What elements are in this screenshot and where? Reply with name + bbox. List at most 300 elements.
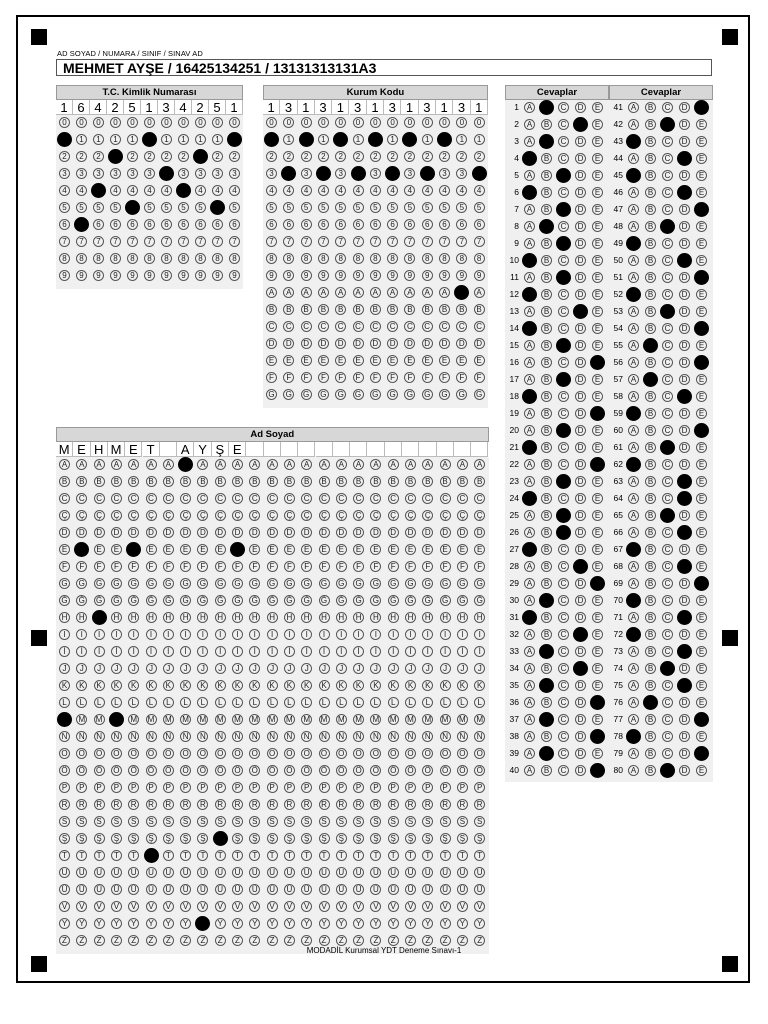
answer-bubble-q28-A[interactable]: A (524, 561, 535, 572)
bubble-adsoyad-col14-E[interactable]: E (284, 544, 295, 555)
bubble-tc-col11-4[interactable]: 4 (229, 185, 240, 196)
bubble-adsoyad-col6-V[interactable]: V (146, 901, 157, 912)
bubble-adsoyad-col22-O[interactable]: O (422, 748, 433, 759)
bubble-adsoyad-col1-R[interactable]: R (59, 799, 70, 810)
bubble-adsoyad-col11-O[interactable]: O (232, 748, 243, 759)
answer-bubble-q80-B[interactable]: B (645, 765, 656, 776)
bubble-adsoyad-col24-P[interactable]: P (457, 782, 468, 793)
bubble-adsoyad-col3-E[interactable]: E (94, 544, 105, 555)
bubble-kurum-col4-G[interactable]: G (318, 389, 329, 400)
bubble-adsoyad-col23-Ş[interactable]: Ş (440, 833, 451, 844)
bubble-adsoyad-col5-Ç[interactable]: Ç (128, 510, 139, 521)
bubble-adsoyad-col4-H[interactable]: H (111, 612, 122, 623)
answer-bubble-q35-E[interactable]: E (592, 680, 603, 691)
bubble-adsoyad-col24-C[interactable]: C (457, 493, 468, 504)
bubble-adsoyad-col25-V[interactable]: V (474, 901, 485, 912)
answer-bubble-q8-A[interactable]: A (524, 221, 535, 232)
bubble-adsoyad-col8-S[interactable]: S (180, 816, 191, 827)
answer-bubble-q5-D[interactable]: D (575, 170, 586, 181)
answer-bubble-q6-D[interactable]: D (575, 187, 586, 198)
bubble-tc-col5-0[interactable]: 0 (127, 117, 138, 128)
bubble-adsoyad-col6-P[interactable]: P (146, 782, 157, 793)
bubble-tc-col9-2[interactable] (193, 149, 208, 164)
answer-bubble-q23-A[interactable]: A (524, 476, 535, 487)
bubble-adsoyad-col18-S[interactable]: S (353, 816, 364, 827)
answer-bubble-q46-A[interactable]: A (628, 187, 639, 198)
bubble-adsoyad-col8-E[interactable]: E (180, 544, 191, 555)
answer-bubble-q32-C[interactable]: C (558, 629, 569, 640)
bubble-adsoyad-col6-T[interactable] (144, 848, 159, 863)
bubble-kurum-col10-6[interactable]: 6 (422, 219, 433, 230)
bubble-tc-col1-8[interactable]: 8 (59, 253, 70, 264)
bubble-kurum-col13-8[interactable]: 8 (474, 253, 485, 264)
bubble-adsoyad-col10-T[interactable]: T (215, 850, 226, 861)
bubble-kurum-col10-F[interactable]: F (422, 372, 433, 383)
bubble-adsoyad-col25-D[interactable]: D (474, 527, 485, 538)
bubble-adsoyad-col15-Ş[interactable]: Ş (301, 833, 312, 844)
answer-bubble-q33-D[interactable]: D (575, 646, 586, 657)
bubble-adsoyad-col18-L[interactable]: L (353, 697, 364, 708)
bubble-kurum-col10-C[interactable]: C (422, 321, 433, 332)
bubble-adsoyad-col19-H[interactable]: H (370, 612, 381, 623)
bubble-kurum-col9-4[interactable]: 4 (404, 185, 415, 196)
bubble-kurum-col12-E[interactable]: E (456, 355, 467, 366)
bubble-kurum-col7-C[interactable]: C (370, 321, 381, 332)
bubble-adsoyad-col9-R[interactable]: R (197, 799, 208, 810)
written-char[interactable] (385, 442, 402, 457)
bubble-adsoyad-col12-Y[interactable]: Y (249, 918, 260, 929)
written-char[interactable]: 1 (141, 100, 158, 115)
bubble-adsoyad-col12-Ş[interactable]: Ş (249, 833, 260, 844)
bubble-tc-col1-0[interactable]: 0 (59, 117, 70, 128)
answer-bubble-q69-D[interactable]: D (679, 578, 690, 589)
bubble-adsoyad-col11-S[interactable]: S (232, 816, 243, 827)
bubble-adsoyad-col24-B[interactable]: B (457, 476, 468, 487)
bubble-adsoyad-col1-U[interactable]: U (59, 867, 70, 878)
bubble-adsoyad-col15-M[interactable]: M (301, 714, 312, 725)
bubble-adsoyad-col13-Ö[interactable]: Ö (267, 765, 278, 776)
bubble-adsoyad-col23-J[interactable]: J (440, 663, 451, 674)
bubble-adsoyad-col7-A[interactable]: A (163, 459, 174, 470)
bubble-kurum-col4-5[interactable]: 5 (318, 202, 329, 213)
bubble-adsoyad-col21-Ü[interactable]: Ü (405, 884, 416, 895)
bubble-adsoyad-col25-K[interactable]: K (474, 680, 485, 691)
bubble-tc-col7-1[interactable]: 1 (161, 134, 172, 145)
bubble-tc-col1-9[interactable]: 9 (59, 270, 70, 281)
bubble-adsoyad-col16-U[interactable]: U (319, 867, 330, 878)
bubble-tc-col8-0[interactable]: 0 (178, 117, 189, 128)
answer-bubble-q69-B[interactable]: B (645, 578, 656, 589)
bubble-kurum-col2-B[interactable]: B (283, 304, 294, 315)
answer-bubble-q12-C[interactable]: C (558, 289, 569, 300)
bubble-tc-col1-1[interactable] (57, 132, 72, 147)
bubble-adsoyad-col19-P[interactable]: P (370, 782, 381, 793)
answer-bubble-q51-A[interactable]: A (628, 272, 639, 283)
bubble-adsoyad-col18-Ü[interactable]: Ü (353, 884, 364, 895)
answer-bubble-q17-C[interactable] (556, 372, 571, 387)
answer-bubble-q6-A[interactable] (522, 185, 537, 200)
bubble-adsoyad-col21-O[interactable]: O (405, 748, 416, 759)
answer-bubble-q10-E[interactable]: E (592, 255, 603, 266)
bubble-kurum-col1-1[interactable] (264, 132, 279, 147)
answer-bubble-q70-E[interactable]: E (696, 595, 707, 606)
bubble-adsoyad-col3-Ü[interactable]: Ü (94, 884, 105, 895)
bubble-kurum-col6-4[interactable]: 4 (353, 185, 364, 196)
answer-bubble-q39-C[interactable]: C (558, 748, 569, 759)
answer-bubble-q41-B[interactable]: B (645, 102, 656, 113)
answer-bubble-q29-C[interactable]: C (558, 578, 569, 589)
bubble-adsoyad-col11-Ö[interactable]: Ö (232, 765, 243, 776)
bubble-kurum-col7-4[interactable]: 4 (370, 185, 381, 196)
answer-bubble-q62-A[interactable] (626, 457, 641, 472)
bubble-adsoyad-col13-E[interactable]: E (267, 544, 278, 555)
bubble-adsoyad-col25-N[interactable]: N (474, 731, 485, 742)
bubble-adsoyad-col21-Ş[interactable]: Ş (405, 833, 416, 844)
bubble-adsoyad-col22-J[interactable]: J (422, 663, 433, 674)
bubble-kurum-col5-2[interactable]: 2 (335, 151, 346, 162)
bubble-kurum-col3-D[interactable]: D (301, 338, 312, 349)
answer-bubble-q24-B[interactable]: B (541, 493, 552, 504)
bubble-adsoyad-col2-K[interactable]: K (76, 680, 87, 691)
bubble-adsoyad-col13-Z[interactable]: Z (267, 935, 278, 946)
bubble-kurum-col11-5[interactable]: 5 (439, 202, 450, 213)
bubble-adsoyad-col23-P[interactable]: P (440, 782, 451, 793)
bubble-adsoyad-col18-Ş[interactable]: Ş (353, 833, 364, 844)
answer-bubble-q31-B[interactable]: B (541, 612, 552, 623)
answer-bubble-q35-C[interactable]: C (558, 680, 569, 691)
written-char[interactable]: 6 (73, 100, 90, 115)
bubble-adsoyad-col12-I[interactable]: I (249, 629, 260, 640)
bubble-adsoyad-col21-B[interactable]: B (405, 476, 416, 487)
bubble-adsoyad-col21-F[interactable]: F (405, 561, 416, 572)
bubble-adsoyad-col5-Ğ[interactable]: Ğ (128, 595, 139, 606)
bubble-adsoyad-col10-L[interactable]: L (215, 697, 226, 708)
answer-bubble-q22-B[interactable]: B (541, 459, 552, 470)
answer-bubble-q74-B[interactable]: B (645, 663, 656, 674)
answer-bubble-q71-B[interactable]: B (645, 612, 656, 623)
bubble-adsoyad-col24-T[interactable]: T (457, 850, 468, 861)
bubble-kurum-col11-4[interactable]: 4 (439, 185, 450, 196)
answer-bubble-q33-A[interactable]: A (524, 646, 535, 657)
bubble-kurum-col1-E[interactable]: E (266, 355, 277, 366)
bubble-tc-col6-0[interactable]: 0 (144, 117, 155, 128)
bubble-adsoyad-col25-H[interactable]: H (474, 612, 485, 623)
bubble-kurum-col8-A[interactable]: A (387, 287, 398, 298)
bubble-kurum-col5-5[interactable]: 5 (335, 202, 346, 213)
written-char[interactable]: 1 (263, 100, 280, 115)
bubble-kurum-col5-8[interactable]: 8 (335, 253, 346, 264)
bubble-adsoyad-col22-Y[interactable]: Y (422, 918, 433, 929)
answer-bubble-q65-A[interactable]: A (628, 510, 639, 521)
answer-bubble-q54-E[interactable] (694, 321, 709, 336)
bubble-adsoyad-col15-R[interactable]: R (301, 799, 312, 810)
bubble-tc-col5-1[interactable]: 1 (127, 134, 138, 145)
answer-bubble-q6-B[interactable]: B (541, 187, 552, 198)
bubble-adsoyad-col11-Ş[interactable]: Ş (232, 833, 243, 844)
answer-bubble-q70-C[interactable]: C (662, 595, 673, 606)
answer-bubble-q63-C[interactable]: C (662, 476, 673, 487)
bubble-adsoyad-col9-S[interactable]: S (197, 816, 208, 827)
bubble-adsoyad-col1-C[interactable]: C (59, 493, 70, 504)
bubble-kurum-col12-6[interactable]: 6 (456, 219, 467, 230)
answer-bubble-q58-E[interactable]: E (696, 391, 707, 402)
bubble-kurum-col4-E[interactable]: E (318, 355, 329, 366)
bubble-adsoyad-col16-J[interactable]: J (319, 663, 330, 674)
bubble-adsoyad-col16-S[interactable]: S (319, 816, 330, 827)
bubble-kurum-col4-C[interactable]: C (318, 321, 329, 332)
bubble-adsoyad-col17-R[interactable]: R (336, 799, 347, 810)
bubble-adsoyad-col10-J[interactable]: J (215, 663, 226, 674)
answer-bubble-q1-B[interactable] (539, 100, 554, 115)
bubble-kurum-col9-B[interactable]: B (404, 304, 415, 315)
bubble-adsoyad-col13-D[interactable]: D (267, 527, 278, 538)
bubble-kurum-col5-4[interactable]: 4 (335, 185, 346, 196)
bubble-adsoyad-col7-Ö[interactable]: Ö (163, 765, 174, 776)
answer-bubble-q75-A[interactable]: A (628, 680, 639, 691)
bubble-adsoyad-col13-O[interactable]: O (267, 748, 278, 759)
answer-bubble-q14-C[interactable]: C (558, 323, 569, 334)
bubble-adsoyad-col21-N[interactable]: N (405, 731, 416, 742)
answer-bubble-q60-A[interactable]: A (628, 425, 639, 436)
bubble-kurum-col13-A[interactable]: A (474, 287, 485, 298)
answer-bubble-q77-A[interactable]: A (628, 714, 639, 725)
bubble-adsoyad-col1-E[interactable]: E (59, 544, 70, 555)
bubble-kurum-col12-C[interactable]: C (456, 321, 467, 332)
bubble-adsoyad-col11-P[interactable]: P (232, 782, 243, 793)
answer-bubble-q79-E[interactable] (694, 746, 709, 761)
bubble-kurum-col3-G[interactable]: G (301, 389, 312, 400)
bubble-adsoyad-col3-U[interactable]: U (94, 867, 105, 878)
bubble-adsoyad-col12-U[interactable]: U (249, 867, 260, 878)
bubble-adsoyad-col20-H[interactable]: H (388, 612, 399, 623)
bubble-adsoyad-col14-V[interactable]: V (284, 901, 295, 912)
written-char[interactable]: 1 (436, 100, 453, 115)
bubble-adsoyad-col21-E[interactable]: E (405, 544, 416, 555)
answer-bubble-q25-E[interactable]: E (592, 510, 603, 521)
answer-bubble-q58-A[interactable]: A (628, 391, 639, 402)
bubble-kurum-col13-F[interactable]: F (474, 372, 485, 383)
answer-bubble-q57-C[interactable]: C (662, 374, 673, 385)
bubble-kurum-col6-9[interactable]: 9 (353, 270, 364, 281)
answer-bubble-q60-B[interactable]: B (645, 425, 656, 436)
bubble-tc-col11-1[interactable] (227, 132, 242, 147)
bubble-kurum-col1-5[interactable]: 5 (266, 202, 277, 213)
bubble-adsoyad-col16-E[interactable]: E (319, 544, 330, 555)
answer-bubble-q21-B[interactable]: B (541, 442, 552, 453)
answer-bubble-q45-D[interactable]: D (679, 170, 690, 181)
answer-bubble-q51-B[interactable]: B (645, 272, 656, 283)
bubble-adsoyad-col9-Ç[interactable]: Ç (197, 510, 208, 521)
bubble-tc-col7-4[interactable]: 4 (161, 185, 172, 196)
answer-bubble-q49-D[interactable]: D (679, 238, 690, 249)
written-char[interactable]: 1 (332, 100, 349, 115)
bubble-tc-col4-6[interactable]: 6 (110, 219, 121, 230)
bubble-adsoyad-col9-K[interactable]: K (197, 680, 208, 691)
answer-bubble-q9-D[interactable]: D (575, 238, 586, 249)
bubble-adsoyad-col3-Ç[interactable]: Ç (94, 510, 105, 521)
bubble-tc-col5-8[interactable]: 8 (127, 253, 138, 264)
written-char[interactable]: Ş (212, 442, 229, 457)
bubble-adsoyad-col2-N[interactable]: N (76, 731, 87, 742)
bubble-kurum-col11-1[interactable] (437, 132, 452, 147)
answer-bubble-q5-A[interactable]: A (524, 170, 535, 181)
bubble-adsoyad-col20-M[interactable]: M (388, 714, 399, 725)
bubble-kurum-col4-F[interactable]: F (318, 372, 329, 383)
answer-bubble-q30-A[interactable]: A (524, 595, 535, 606)
bubble-adsoyad-col4-U[interactable]: U (111, 867, 122, 878)
answer-bubble-q44-E[interactable]: E (696, 153, 707, 164)
bubble-kurum-col1-G[interactable]: G (266, 389, 277, 400)
bubble-tc-col8-5[interactable]: 5 (178, 202, 189, 213)
answer-bubble-q29-D[interactable]: D (575, 578, 586, 589)
bubble-kurum-col2-F[interactable]: F (283, 372, 294, 383)
bubble-adsoyad-col4-A[interactable]: A (111, 459, 122, 470)
bubble-adsoyad-col12-B[interactable]: B (249, 476, 260, 487)
bubble-adsoyad-col25-L[interactable]: L (474, 697, 485, 708)
bubble-adsoyad-col24-Z[interactable]: Z (457, 935, 468, 946)
bubble-adsoyad-col6-E[interactable]: E (146, 544, 157, 555)
bubble-adsoyad-col20-R[interactable]: R (388, 799, 399, 810)
bubble-adsoyad-col16-Ü[interactable]: Ü (319, 884, 330, 895)
bubble-adsoyad-col8-Ö[interactable]: Ö (180, 765, 191, 776)
bubble-adsoyad-col15-F[interactable]: F (301, 561, 312, 572)
bubble-adsoyad-col1-G[interactable]: G (59, 578, 70, 589)
bubble-adsoyad-col4-I[interactable]: I (111, 629, 122, 640)
answer-bubble-q56-B[interactable]: B (645, 357, 656, 368)
bubble-adsoyad-col25-I[interactable]: I (474, 629, 485, 640)
bubble-adsoyad-col9-N[interactable]: N (197, 731, 208, 742)
bubble-adsoyad-col3-O[interactable]: O (94, 748, 105, 759)
answer-bubble-q19-C[interactable]: C (558, 408, 569, 419)
answer-bubble-q25-C[interactable] (556, 508, 571, 523)
bubble-kurum-col12-7[interactable]: 7 (456, 236, 467, 247)
bubble-adsoyad-col10-U[interactable]: U (215, 867, 226, 878)
answer-bubble-q48-E[interactable]: E (696, 221, 707, 232)
bubble-tc-col9-1[interactable]: 1 (195, 134, 206, 145)
bubble-tc-col11-7[interactable]: 7 (229, 236, 240, 247)
answer-bubble-q48-A[interactable]: A (628, 221, 639, 232)
answer-bubble-q2-E[interactable]: E (592, 119, 603, 130)
bubble-adsoyad-col19-J[interactable]: J (370, 663, 381, 674)
bubble-adsoyad-col8-Ş[interactable]: Ş (180, 833, 191, 844)
bubble-adsoyad-col15-H[interactable]: H (301, 612, 312, 623)
bubble-kurum-col1-0[interactable]: 0 (266, 117, 277, 128)
answer-bubble-q11-A[interactable]: A (524, 272, 535, 283)
bubble-adsoyad-col11-L[interactable]: L (232, 697, 243, 708)
bubble-adsoyad-col15-D[interactable]: D (301, 527, 312, 538)
bubble-adsoyad-col9-C[interactable]: C (197, 493, 208, 504)
bubble-adsoyad-col15-U[interactable]: U (301, 867, 312, 878)
bubble-kurum-col9-G[interactable]: G (404, 389, 415, 400)
bubble-kurum-col4-8[interactable]: 8 (318, 253, 329, 264)
bubble-kurum-col5-7[interactable]: 7 (335, 236, 346, 247)
bubble-adsoyad-col24-R[interactable]: R (457, 799, 468, 810)
bubble-adsoyad-col20-A[interactable]: A (388, 459, 399, 470)
bubble-tc-col5-5[interactable] (125, 200, 140, 215)
bubble-adsoyad-col13-K[interactable]: K (267, 680, 278, 691)
answer-bubble-q68-B[interactable]: B (645, 561, 656, 572)
bubble-adsoyad-col16-O[interactable]: O (319, 748, 330, 759)
bubble-adsoyad-col12-C[interactable]: C (249, 493, 260, 504)
answer-bubble-q7-E[interactable]: E (592, 204, 603, 215)
bubble-adsoyad-col3-H[interactable] (92, 610, 107, 625)
bubble-kurum-col3-8[interactable]: 8 (301, 253, 312, 264)
answer-bubble-q37-C[interactable]: C (558, 714, 569, 725)
answer-bubble-q69-E[interactable] (694, 576, 709, 591)
answer-bubble-q21-D[interactable]: D (575, 442, 586, 453)
bubble-adsoyad-col20-C[interactable]: C (388, 493, 399, 504)
bubble-adsoyad-col16-B[interactable]: B (319, 476, 330, 487)
bubble-adsoyad-col3-İ[interactable]: İ (94, 646, 105, 657)
bubble-adsoyad-col22-Z[interactable]: Z (422, 935, 433, 946)
bubble-adsoyad-col13-I[interactable]: I (267, 629, 278, 640)
bubble-adsoyad-col8-A[interactable] (178, 457, 193, 472)
answer-bubble-q52-B[interactable]: B (645, 289, 656, 300)
bubble-kurum-col11-8[interactable]: 8 (439, 253, 450, 264)
answer-bubble-q49-A[interactable] (626, 236, 641, 251)
bubble-adsoyad-col15-Y[interactable]: Y (301, 918, 312, 929)
answer-bubble-q21-C[interactable]: C (558, 442, 569, 453)
bubble-adsoyad-col25-C[interactable]: C (474, 493, 485, 504)
bubble-adsoyad-col13-F[interactable]: F (267, 561, 278, 572)
answer-bubble-q64-D[interactable] (677, 491, 692, 506)
answer-bubble-q24-D[interactable]: D (575, 493, 586, 504)
answer-bubble-q2-B[interactable]: B (541, 119, 552, 130)
written-char[interactable]: 1 (471, 100, 488, 115)
bubble-adsoyad-col15-Ğ[interactable]: Ğ (301, 595, 312, 606)
bubble-adsoyad-col22-D[interactable]: D (422, 527, 433, 538)
bubble-adsoyad-col6-N[interactable]: N (146, 731, 157, 742)
bubble-tc-col3-4[interactable] (91, 183, 106, 198)
answer-bubble-q40-A[interactable]: A (524, 765, 535, 776)
written-char[interactable]: 3 (350, 100, 367, 115)
bubble-kurum-col5-A[interactable]: A (335, 287, 346, 298)
bubble-adsoyad-col5-O[interactable]: O (128, 748, 139, 759)
bubble-adsoyad-col7-R[interactable]: R (163, 799, 174, 810)
answer-bubble-q59-E[interactable]: E (696, 408, 707, 419)
bubble-adsoyad-col10-M[interactable]: M (215, 714, 226, 725)
bubble-adsoyad-col20-N[interactable]: N (388, 731, 399, 742)
answer-bubble-q35-D[interactable]: D (575, 680, 586, 691)
bubble-adsoyad-col14-J[interactable]: J (284, 663, 295, 674)
bubble-adsoyad-col20-J[interactable]: J (388, 663, 399, 674)
answer-bubble-q1-E[interactable]: E (592, 102, 603, 113)
bubble-kurum-col11-D[interactable]: D (439, 338, 450, 349)
bubble-adsoyad-col11-T[interactable]: T (232, 850, 243, 861)
bubble-adsoyad-col24-I[interactable]: I (457, 629, 468, 640)
answer-bubble-q41-D[interactable]: D (679, 102, 690, 113)
bubble-adsoyad-col17-Ş[interactable]: Ş (336, 833, 347, 844)
written-char[interactable]: 3 (315, 100, 332, 115)
bubble-adsoyad-col24-S[interactable]: S (457, 816, 468, 827)
bubble-kurum-col11-7[interactable]: 7 (439, 236, 450, 247)
bubble-tc-col10-8[interactable]: 8 (212, 253, 223, 264)
answer-bubble-q59-D[interactable]: D (679, 408, 690, 419)
bubble-adsoyad-col18-V[interactable]: V (353, 901, 364, 912)
bubble-adsoyad-col13-M[interactable]: M (267, 714, 278, 725)
bubble-adsoyad-col7-T[interactable]: T (163, 850, 174, 861)
bubble-adsoyad-col5-H[interactable]: H (128, 612, 139, 623)
bubble-tc-col8-2[interactable]: 2 (178, 151, 189, 162)
bubble-adsoyad-col4-C[interactable]: C (111, 493, 122, 504)
answer-bubble-q44-A[interactable]: A (628, 153, 639, 164)
bubble-kurum-col4-A[interactable]: A (318, 287, 329, 298)
answer-bubble-q28-D[interactable] (573, 559, 588, 574)
bubble-tc-col8-6[interactable]: 6 (178, 219, 189, 230)
bubble-tc-col4-0[interactable]: 0 (110, 117, 121, 128)
bubble-adsoyad-col14-I[interactable]: I (284, 629, 295, 640)
bubble-adsoyad-col16-K[interactable]: K (319, 680, 330, 691)
